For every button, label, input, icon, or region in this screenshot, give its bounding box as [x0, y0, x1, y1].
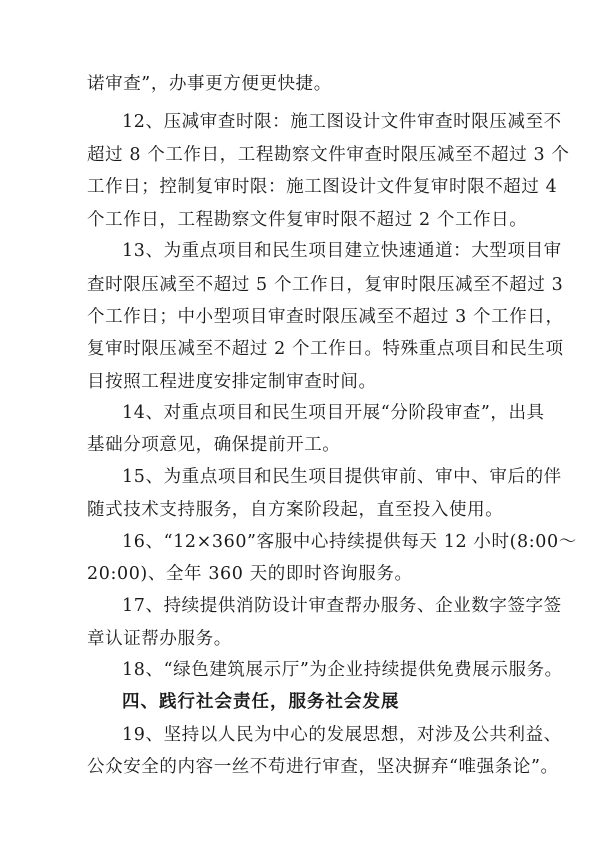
paragraph-17-line-2: 章认证帮办服务。 [87, 629, 232, 649]
paragraph-19-line-1: 19、坚持以人民为中心的发展思想，对涉及公共利益、 [122, 725, 562, 745]
paragraph-19-line-2: 公众安全的内容一丝不苟进行审查，坚决摒弃“唯强条论”。 [87, 757, 559, 777]
paragraph-12-line-2: 超过 8 个工作日，工程勘察文件审查时限压减至不超过 3 个 [87, 145, 570, 165]
paragraph-13-line-5: 目按照工程进度安排定制审查时间。 [87, 372, 377, 392]
paragraph-17-line-1: 17、持续提供消防设计审查帮办服务、企业数字签字签 [122, 596, 562, 616]
paragraph-14-line-1: 14、对重点项目和民生项目开展“分阶段审查”，出具 [122, 403, 545, 423]
paragraph-12-line-3: 工作日；控制复审时限：施工图设计文件复审时限不超过 4 [87, 177, 558, 197]
paragraph-11-line-2: 诺审查”，办事更方便更快捷。 [87, 74, 332, 94]
paragraph-13-line-4: 复审时限压减至不超过 2 个工作日。特殊重点项目和民生项 [87, 339, 564, 359]
paragraph-13-line-3: 个工作日；中小型项目审查时限压减至不超过 3 个工作日， [87, 307, 564, 327]
paragraph-13-line-1: 13、为重点项目和民生项目建立快速通道：大型项目审 [122, 241, 562, 261]
paragraph-15-line-2: 随式技术支持服务，自方案阶段起，直至投入使用。 [87, 500, 504, 520]
paragraph-12-line-1: 12、压减审查时限：施工图设计文件审查时限压减至不 [122, 112, 562, 132]
paragraph-16-line-1: 16、“12×360”客服中心持续提供每天 12 小时(8:00～ [122, 532, 577, 552]
paragraph-15-line-1: 15、为重点项目和民生项目提供审前、审中、审后的伴 [122, 467, 562, 487]
paragraph-12-line-4: 个工作日，工程勘察文件复审时限不超过 2 个工作日。 [87, 210, 528, 230]
paragraph-14-line-2: 基础分项意见，确保提前开工。 [87, 435, 341, 455]
paragraph-18-line-1: 18、“绿色建筑展示厅”为企业持续提供免费展示服务。 [122, 660, 563, 680]
section-heading-4: 四、践行社会责任，服务社会发展 [122, 692, 400, 712]
paragraph-13-line-2: 查时限压减至不超过 5 个工作日，复审时限压减至不超过 3 [87, 275, 564, 295]
paragraph-16-line-2: 20:00)、全年 360 天的即时咨询服务。 [87, 564, 413, 584]
